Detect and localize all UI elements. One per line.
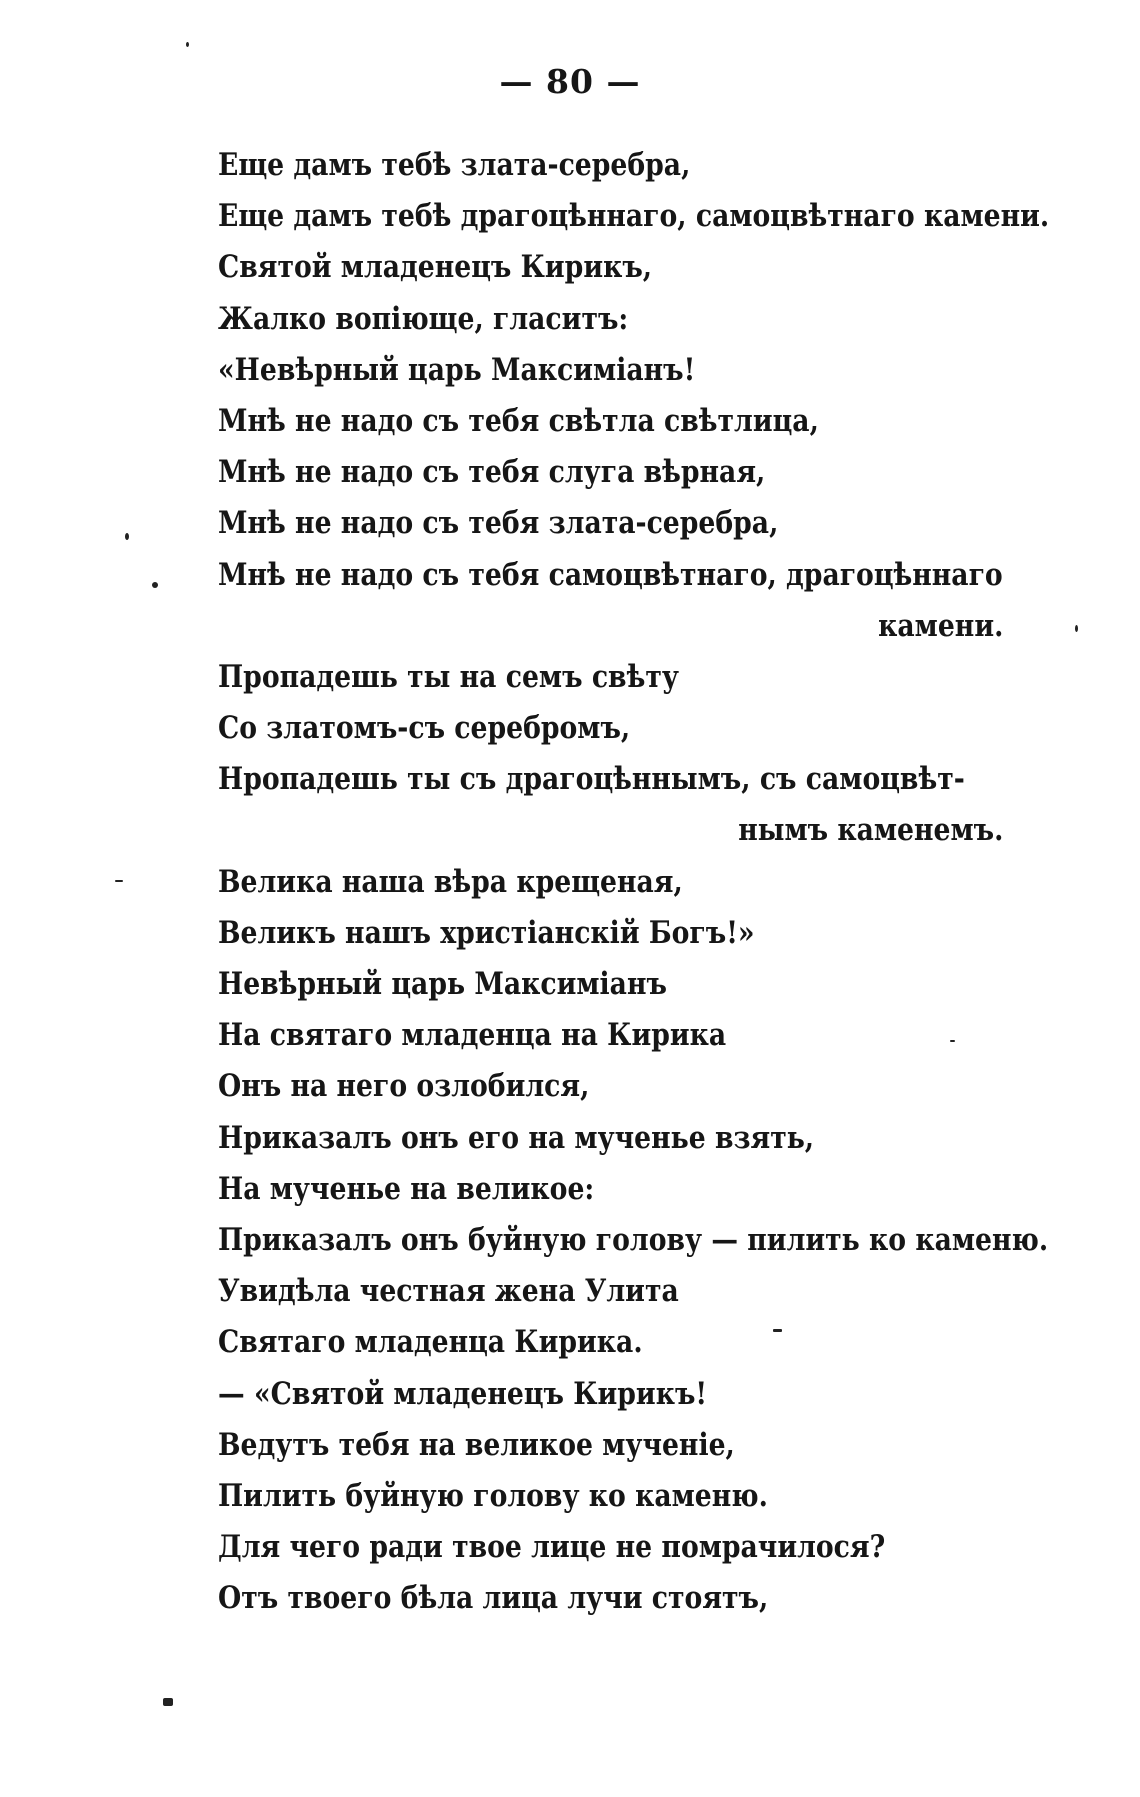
verse-line: Еще дамъ тебѣ драгоцѣннаго, самоцвѣтнаго камени. xyxy=(218,198,1050,235)
verse-text xyxy=(218,140,1050,1624)
verse-line: На мученье на великое: xyxy=(218,1170,595,1207)
verse-line: Ведутъ тебя на великое мученiе, xyxy=(218,1426,735,1463)
verse-line: Пропадешь ты на семъ свѣту xyxy=(218,658,679,695)
verse-line: Увидѣла честная жена Улита xyxy=(218,1273,679,1310)
verse-line: Отъ твоего бѣла лица лучи стоятъ, xyxy=(218,1580,769,1617)
verse-line: Мнѣ не надо съ тебя злата-серебра, xyxy=(218,505,779,542)
verse-line: Нриказалъ онъ его на мученье взять, xyxy=(218,1119,815,1156)
verse-line: Еще дамъ тебѣ злата-серебра, xyxy=(218,147,691,183)
verse-line: Невѣрный царь Максимiанъ xyxy=(218,966,667,1002)
verse-line: Жалко вопiюще, гласитъ: xyxy=(218,300,629,337)
verse-line: Для чего ради твое лице не помрачилося? xyxy=(218,1529,886,1566)
verse-line: Мнѣ не надо съ тебя самоцвѣтнаго, драгоцѣннаго xyxy=(218,556,1003,593)
scan-speck xyxy=(186,42,189,47)
verse-line: Пилить буйную голову ко каменю. xyxy=(218,1477,768,1514)
scan-speck xyxy=(152,582,158,588)
verse-line: Мнѣ не надо съ тебя слуга вѣрная, xyxy=(218,454,766,491)
verse-line-continuation: нымъ каменемъ. xyxy=(738,812,1004,849)
scan-speck xyxy=(1075,625,1078,632)
scan-speck xyxy=(125,533,129,540)
scan-speck xyxy=(950,1040,955,1042)
verse-line: Со златомъ-съ серебромъ, xyxy=(218,710,631,747)
verse-line: Нропадешь ты съ драгоцѣннымъ, съ самоцвѣт- xyxy=(218,761,965,798)
scan-speck xyxy=(115,880,123,882)
verse-line: Велика наша вѣра крещеная, xyxy=(218,863,683,900)
scan-speck xyxy=(163,1698,173,1706)
verse-line: — «Святой младенецъ Кирикъ! xyxy=(218,1375,708,1412)
verse-line: Святой младенецъ Кирикъ, xyxy=(218,249,653,286)
page-number: — 80 — xyxy=(499,62,641,101)
verse-line: Святаго младенца Кирика. xyxy=(218,1324,643,1361)
verse-line: Онъ на него озлобился, xyxy=(218,1068,590,1105)
scan-speck xyxy=(773,1329,782,1332)
verse-line: Мнѣ не надо съ тебя свѣтла свѣтлица, xyxy=(218,402,819,439)
verse-line: «Невѣрный царь Максимiанъ! xyxy=(218,351,696,388)
verse-line: На святаго младенца на Кирика xyxy=(218,1017,727,1054)
verse-line-continuation: камени. xyxy=(878,607,1004,644)
verse-line: Великъ нашъ христiанскiй Богъ!» xyxy=(218,914,755,951)
verse-line: Приказалъ онъ буйную голову — пилить ко каменю. xyxy=(218,1221,1049,1258)
